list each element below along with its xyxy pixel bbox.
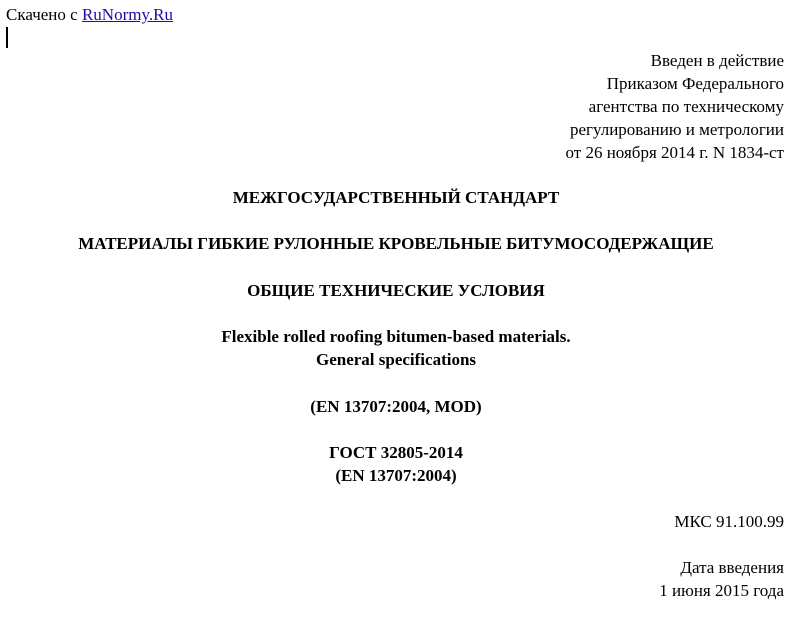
standard-title: МАТЕРИАЛЫ ГИБКИЕ РУЛОННЫЕ КРОВЕЛЬНЫЕ БИТУМОСОДЕРЖАЩИЕ [78, 234, 714, 253]
gost-reference: (EN 13707:2004) [335, 466, 457, 485]
enactment-line: Введен в действие [650, 51, 784, 70]
source-prefix: Скачено с [6, 5, 78, 24]
effective-date: 1 июня 2015 года [659, 581, 784, 600]
text-cursor [6, 27, 8, 48]
standard-category: МЕЖГОСУДАРСТВЕННЫЙ СТАНДАРТ [232, 188, 560, 207]
effective-label: Дата введения [680, 558, 784, 577]
source-line [6, 5, 173, 25]
source-link[interactable]: RuNormy.Ru [81, 5, 173, 24]
en-reference: (EN 13707:2004, MOD) [310, 397, 482, 416]
english-title-line-2: General specifications [315, 350, 477, 369]
english-title-line-1: Flexible rolled roofing bitumen-based materials. [221, 327, 571, 346]
standard-subtitle: ОБЩИЕ ТЕХНИЧЕСКИЕ УСЛОВИЯ [247, 281, 545, 300]
enactment-line: от 26 ноября 2014 г. N 1834-ст [565, 143, 784, 162]
enactment-line: агентства по техническому [588, 97, 784, 116]
gost-number: ГОСТ 32805-2014 [329, 443, 463, 462]
enactment-line: Приказом Федерального [606, 74, 784, 93]
mks-code: МКС 91.100.99 [674, 512, 784, 531]
enactment-line: регулированию и метрологии [569, 120, 784, 139]
